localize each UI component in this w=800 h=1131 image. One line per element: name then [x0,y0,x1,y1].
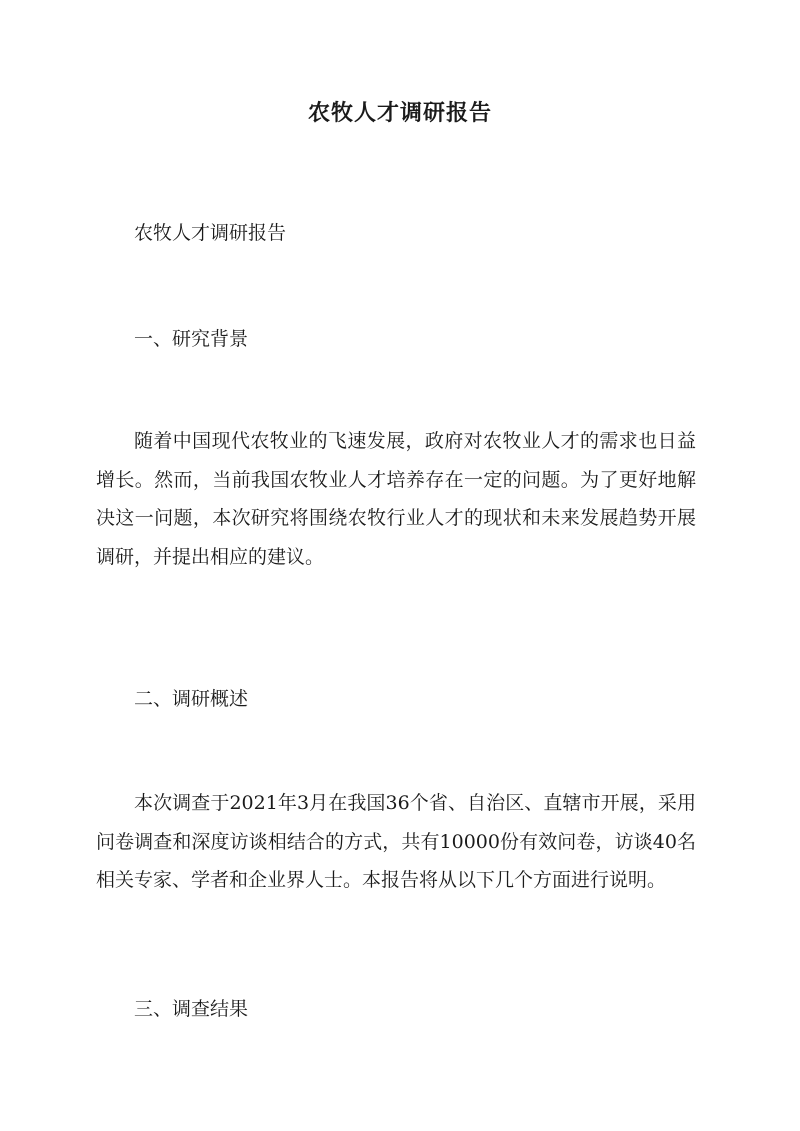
section-heading-results: 三、调查结果 [134,998,249,1020]
section-heading-background: 一、研究背景 [134,328,249,350]
section-paragraph-background: 随着中国现代农牧业的飞速发展，政府对农牧业人才的需求也日益增长。然而，当前我国农牧业人才培养存在一定的问题。为了更好地解决这一问题，本次研究将围绕农牧行业人才的现状和未来发展趋势开展调研，并提出相应的建议。 [96,430,696,568]
document-title: 农牧人才调研报告 [307,100,492,126]
document-subtitle: 农牧人才调研报告 [134,222,287,244]
section-paragraph-overview: 本次调查于2021年3月在我国36个省、自治区、直辖市开展，采用问卷调查和深度访谈相结合的方式，共有10000份有效问卷，访谈40名相关专家、学者和企业界人士。本报告将从以下几个方面进行说明。 [96,792,696,891]
section-heading-overview: 二、调研概述 [134,688,249,710]
